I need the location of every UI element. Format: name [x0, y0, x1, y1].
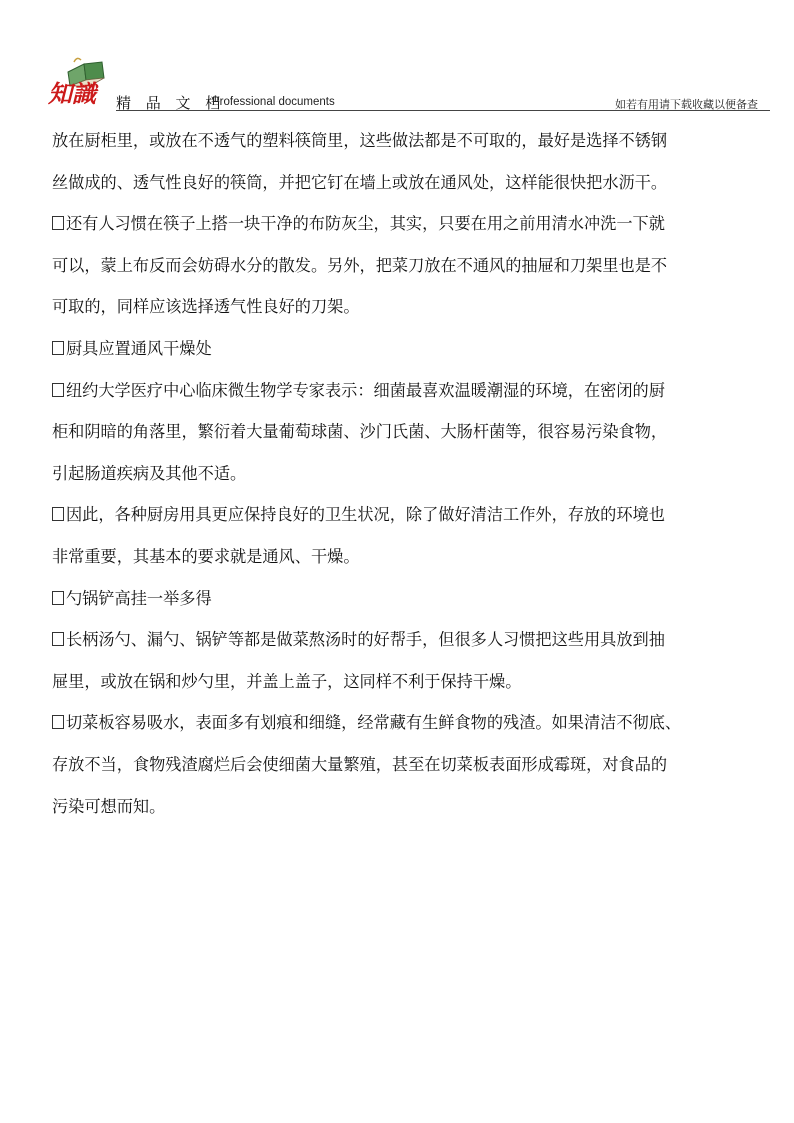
line-text: 纽约大学医疗中心临床微生物学专家表示：细菌最喜欢温暖潮湿的环境，在密闭的厨 — [66, 380, 665, 400]
line-text: 存放不当，食物残渣腐烂后会使细菌大量繁殖，甚至在切菜板表面形成霉斑，对食品的 — [52, 754, 668, 774]
text-line — [52, 120, 774, 162]
text-line — [52, 203, 774, 245]
line-text: 丝做成的、透气性良好的筷筒，并把它钉在墙上或放在通风处，这样能很快把水沥干。 — [52, 172, 668, 192]
bullet-box-icon — [52, 507, 64, 521]
text-line — [52, 578, 774, 620]
line-text: 还有人习惯在筷子上搭一块干净的布防灰尘，其实，只要在用之前用清水冲洗一下就 — [66, 214, 665, 234]
text-line — [52, 536, 774, 578]
line-text: 引起肠道疾病及其他不适。 — [52, 463, 247, 483]
text-line — [52, 328, 774, 370]
header-note: 如若有用请下载收藏以便备查 — [615, 98, 758, 111]
svg-text:知識: 知識 — [48, 79, 96, 106]
brand-title-cn: 精 品 文 档 — [116, 94, 226, 112]
line-text: 勺锅铲高挂一举多得 — [66, 588, 212, 608]
zhishi-logo — [46, 54, 118, 106]
line-text: 厨具应置通风干燥处 — [66, 338, 212, 358]
bullet-box-icon — [52, 341, 64, 355]
text-line — [52, 245, 774, 287]
bullet-box-icon — [52, 715, 64, 729]
text-line — [52, 494, 774, 536]
text-line — [52, 744, 774, 786]
line-text: 非常重要，其基本的要求就是通风、干燥。 — [52, 546, 360, 566]
line-text: 可以，蒙上布反而会妨碍水分的散发。另外，把菜刀放在不通风的抽屉和刀架里也是不 — [52, 255, 668, 275]
text-line — [52, 453, 774, 495]
line-text: 因此，各种厨房用具更应保持良好的卫生状况，除了做好清洁工作外，存放的环境也 — [66, 505, 665, 525]
bullet-box-icon — [52, 216, 64, 230]
line-text: 柜和阴暗的角落里，繁衍着大量葡萄球菌、沙门氏菌、大肠杆菌等，很容易污染食物， — [52, 422, 668, 442]
page-header — [40, 50, 770, 112]
text-line — [52, 619, 774, 661]
document-body — [52, 120, 774, 827]
brand-title-en: Professional documents — [212, 96, 335, 108]
line-text: 屉里，或放在锅和炒勺里，并盖上盖子，这同样不利于保持干燥。 — [52, 671, 522, 691]
text-line — [52, 661, 774, 703]
text-line — [52, 370, 774, 412]
header-divider — [116, 110, 770, 111]
text-line — [52, 286, 774, 328]
text-line — [52, 702, 774, 744]
bullet-box-icon — [52, 632, 64, 646]
line-text: 切菜板容易吸水，表面多有划痕和细缝，经常藏有生鲜食物的残渣。如果清洁不彻底、 — [66, 713, 682, 733]
line-text: 放在厨柜里，或放在不透气的塑料筷筒里，这些做法都是不可取的，最好是选择不锈钢 — [52, 131, 668, 150]
text-line — [52, 411, 774, 453]
text-line — [52, 162, 774, 204]
line-text: 可取的，同样应该选择透气性良好的刀架。 — [52, 297, 360, 317]
text-line — [52, 786, 774, 828]
line-text: 长柄汤勺、漏勺、锅铲等都是做菜熬汤时的好帮手，但很多人习惯把这些用具放到抽 — [66, 630, 665, 650]
line-text: 污染可想而知。 — [52, 796, 166, 816]
bullet-box-icon — [52, 383, 64, 397]
bullet-box-icon — [52, 591, 64, 605]
